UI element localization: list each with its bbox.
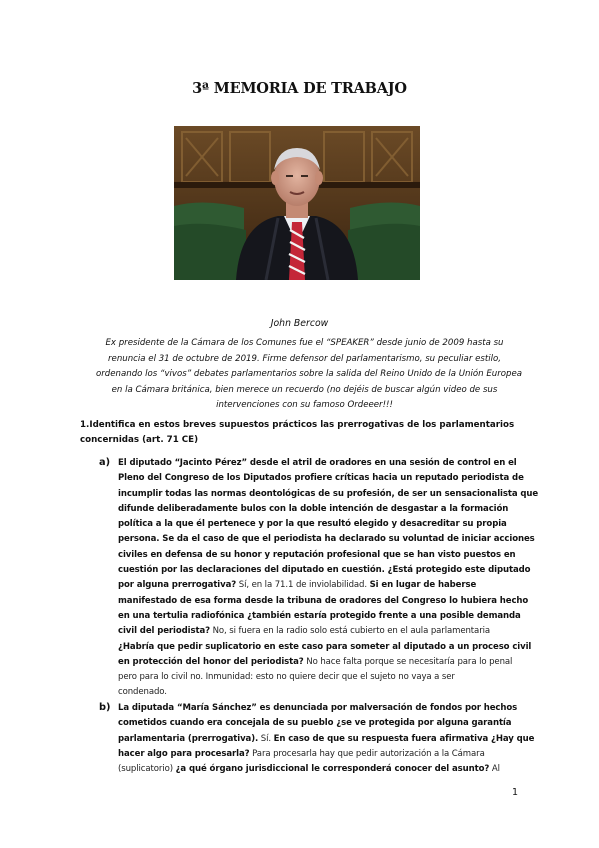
item-line [118,532,535,547]
speaker-photo [174,126,420,280]
item-line [118,732,535,747]
item-line [118,624,528,639]
answer-text: condenado. [118,687,167,698]
answer-text: (suplicatorio) [118,764,176,775]
question-text: El diputado “Jacinto Pérez” desde el atril de oradores en una sesión de control en el [118,458,517,468]
question-line: concernidas (art. 71 CE) [80,435,199,446]
question-1 [80,418,528,448]
intro-line: Ex presidente de la Cámara de los Comunes fue el “SPEAKER” desde junio de 2009 hasta su [105,338,504,348]
intro-line: en la Cámara británica, bien merece un recuerdo (no dejéis de buscar algún video de sus [111,384,498,395]
answer-text: Para procesarla hay que pedir autorización a la Cámara [249,748,485,759]
question-text: En caso de que su respuesta fuera afirmativa ¿Hay que [273,733,535,744]
item-line [118,517,528,532]
item-line [118,670,528,685]
question-text: Si en lugar de haberse [369,580,477,591]
item-line [118,701,528,716]
intro-line: ordenando los “vivos” debates parlamentarios sobre la salida del Reino Unido de la Unión Europea [96,369,522,380]
item-line [118,655,528,670]
item-line [118,563,531,578]
question-text: en una tertulia radiofónica ¿también estaría protegido frente a una posible demanda [118,610,521,621]
item-line [118,747,528,762]
intro-line: renuncia el 31 de octubre de 2019. Firme defensor del parlamentarismo, su peculiar estilo, [108,353,501,364]
question-text: parlamentaria (prerrogativa). [118,733,259,744]
question-text: cuestión por las declaraciones del diputado en cuestión. ¿Está protegido este diputado [118,565,531,576]
intro-line: intervenciones con su famoso Ordeeer!!! [216,400,393,411]
item-line [118,594,528,609]
item-line [118,640,532,655]
question-line: 1.Identifica en estos breves supuestos prácticos las prerrogativas de los parlamentarios [80,420,515,430]
question-text: difunde deliberadamente bulos con la doble intención de desgastar a la formación [118,503,509,514]
item-b-letter: b) [99,702,111,713]
item-b-text [118,701,535,777]
question-text: civiles en defensa de su honor y reputación profesional que se han visto puestos en [118,549,516,560]
question-text: incumplir todas las normas deontológicas de su profesión, de ser un sensacionalista que [118,488,539,499]
item-line [118,456,528,471]
intro-paragraph [96,336,522,414]
item-line [118,548,528,563]
question-text: política a la que él pertenece y por la que resultó elegido y desacreditar su propia [118,519,507,530]
item-line [118,685,528,700]
question-text: en protección del honor del periodista? [118,656,304,667]
question-text: hacer algo para procesarla? [118,748,250,759]
question-text: ¿Habría que pedir suplicatorio en este caso para someter al diputado a un proceso civil [118,641,532,652]
answer-text: Sí, en la 71.1 de inviolabilidad. [236,580,370,591]
page-number: 1 [512,787,519,798]
item-line [118,502,528,517]
question-text: La diputada “María Sánchez” es denunciada por malversación de fondos por hechos [118,703,518,713]
item-line [118,762,528,777]
item-line [118,609,528,624]
item-line [118,578,528,593]
question-text: civil del periodista? [118,626,210,637]
item-line [118,471,528,486]
answer-text: pero para lo civil no. Inmunidad: esto no quiere decir que el sujeto no vaya a ser [118,672,455,683]
question-text: ¿a qué órgano jurisdiccional le corresponderá conocer del asunto? [175,764,490,775]
photo-caption: John Bercow [270,318,329,329]
item-line [118,487,539,502]
page-title: 3ª MEMORIA DE TRABAJO [192,80,407,97]
answer-text: No hace falta porque se necesitaría para lo penal [303,656,513,667]
item-line [118,716,528,731]
question-text: por alguna prerrogativa? [118,580,237,591]
question-text: Pleno del Congreso de los Diputados profiere críticas hacia un reputado periodista de [118,473,524,484]
answer-text: Sí. [258,733,274,744]
question-text: manifestado de esa forma desde la tribuna de oradores del Congreso lo hubiera hecho [118,595,529,606]
item-a-letter: a) [99,457,111,468]
answer-text: No, si fuera en la radio solo está cubierto en el aula parlamentaria [210,626,491,637]
answer-text: Al [489,764,500,775]
question-text: cometidos cuando era concejala de su pueblo ¿se ve protegida por alguna garantía [118,718,512,729]
question-text: persona. Se da el caso de que el periodista ha declarado su voluntad de iniciar acciones [118,534,535,545]
item-a-text [118,456,539,701]
